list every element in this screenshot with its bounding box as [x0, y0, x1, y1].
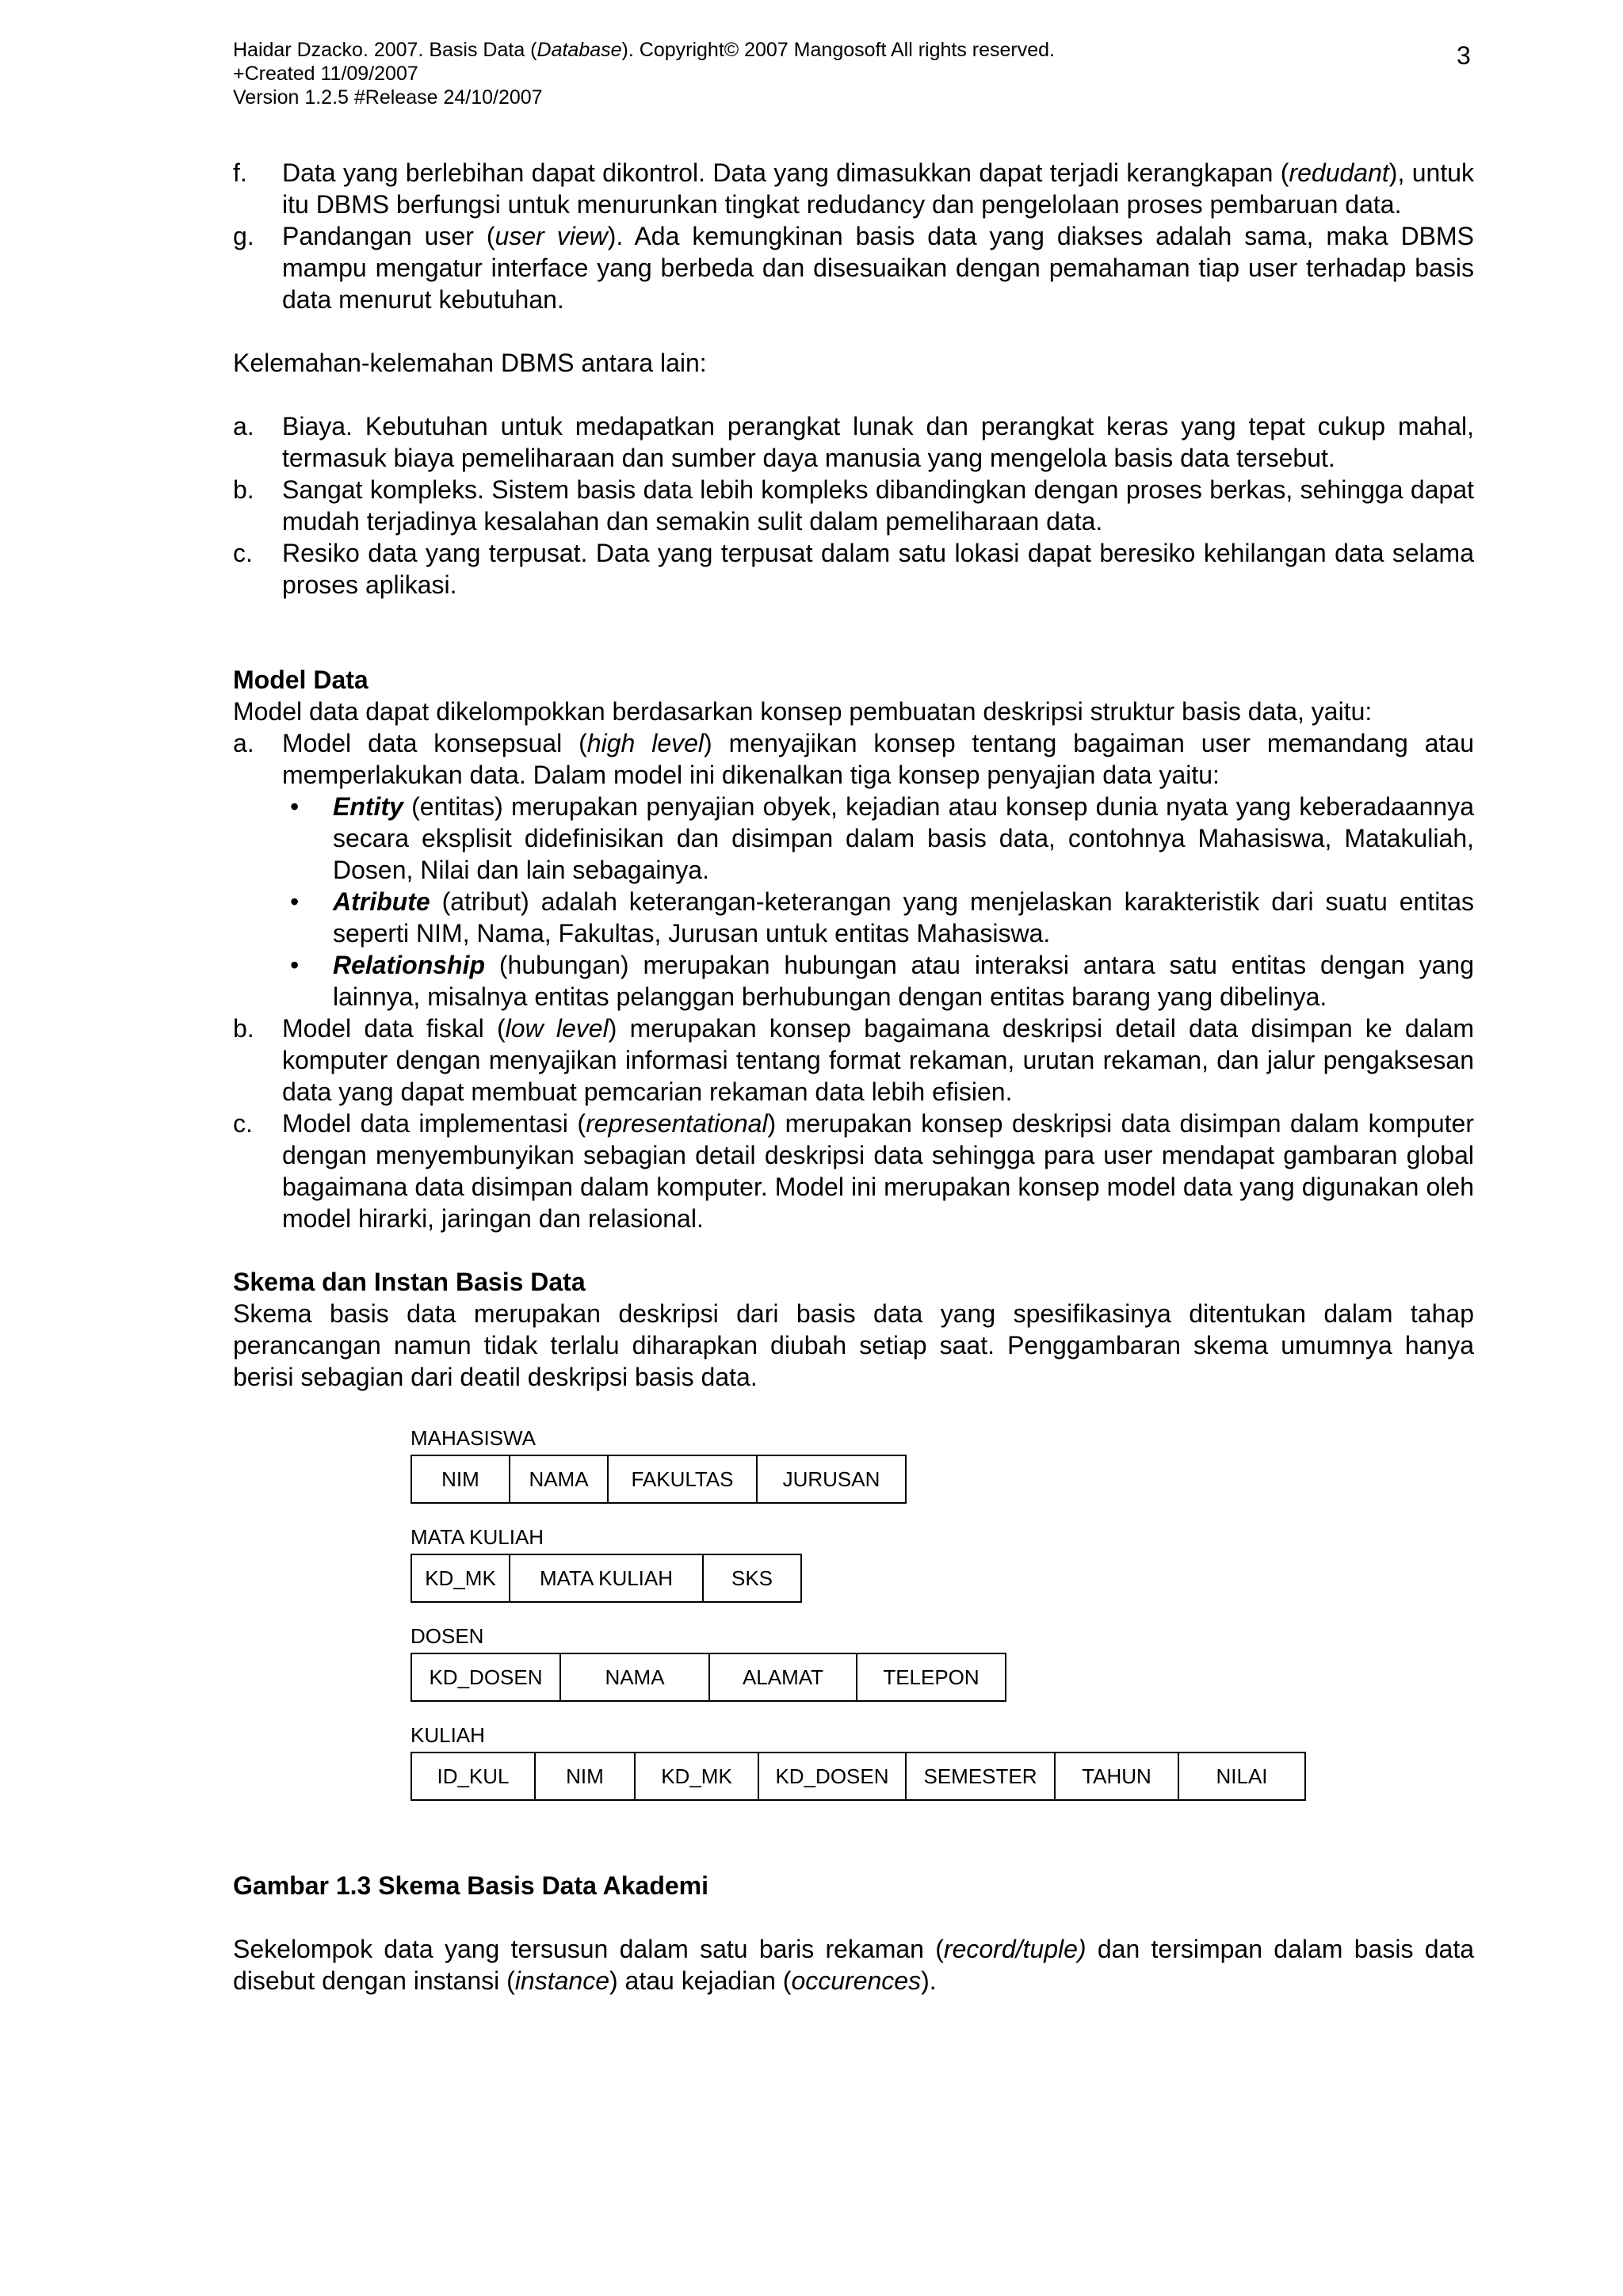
list-item: f. Data yang berlebihan dapat dikontrol. Data yang dimasukkan dapat terjadi kerangkapan (redudant), untuk itu DBMS berfungsi untuk menurunkan tingkat redudancy dan pengelolaan proses pembaruan data.: [233, 158, 1475, 219]
model-data-list-continued: [233, 1013, 1474, 1234]
table-row: [411, 1653, 1006, 1702]
figure-caption: Gambar 1.3 Skema Basis Data Akademi: [233, 1871, 709, 1900]
bullet-item: • Relationship (hubungan) merupakan hubungan atau interaksi antara satu entitas dengan yang lainnya, misalnya entitas pelanggan berhubungan dengan entitas barang yang dibelinya.: [290, 951, 1474, 1011]
table-cell: JURUSAN: [782, 1467, 880, 1491]
list-item: c. Model data implementasi (representational) merupakan konsep deskripsi data disimpan dalam komputer dengan menyembunyikan sebagian detail deskripsi data sehingga para user mendapat gambaran global bagaimana data disimpan dalam komputer. Model ini merupakan konsep model data yang digunakan oleh model hirarki, jaringan dan relasional.: [233, 1109, 1475, 1233]
bullet-icon: •: [290, 887, 300, 916]
table-cell: ALAMAT: [710, 1654, 857, 1700]
schema-table-dosen: [411, 1624, 1006, 1702]
bullet-icon: •: [290, 951, 300, 979]
list-item: a. Biaya. Kebutuhan untuk medapatkan perangkat lunak dan perangkat keras yang tepat cukup mahal, termasuk biaya pemeliharaan dan sumber daya manusia yang mengelola basis data tersebut.: [233, 412, 1474, 472]
list-item: b. Model data fiskal (low level) merupakan konsep bagaimana deskripsi detail data disimpan ke dalam komputer dengan menyajikan informasi tentang format rekaman, urutan rekaman, dan jalur pengaksesan data yang dapat membuat pemcarian rekaman data lebih efisien.: [233, 1014, 1475, 1106]
schema-table-kuliah: [411, 1723, 1306, 1801]
table-cell: TAHUN: [1056, 1753, 1179, 1799]
table-cell: MATA KULIAH: [510, 1555, 704, 1601]
table-cell: FAKULTAS: [609, 1456, 758, 1502]
bullet-item: • Atribute (atribut) adalah keterangan-keterangan yang menjelaskan karakteristik dari suatu entitas seperti NIM, Nama, Fakultas, Jurusan untuk entitas Mahasiswa.: [290, 887, 1474, 948]
bullet-item: • Entity (entitas) merupakan penyajian obyek, kejadian atau konsep dunia nyata yang keberadaannya secara eksplisit didefinisikan dan disimpan dalam basis data, contohnya Mahasiswa, Matakuliah, Dosen, Nilai dan lain sebagainya.: [290, 792, 1474, 884]
table-cell: SEMESTER: [907, 1753, 1056, 1799]
table-cell: TELEPON: [883, 1665, 980, 1689]
table-label: MAHASISWA: [411, 1426, 536, 1450]
table-row: [411, 1752, 1306, 1801]
schema-table-mahasiswa: [411, 1426, 907, 1504]
schema-figure: [233, 1426, 1474, 1870]
list-item: b. Sangat kompleks. Sistem basis data lebih kompleks dibandingkan dengan proses berkas, sehingga dapat mudah terjadinya kesalahan dan semakin sulit dalam pemeliharaan data.: [233, 475, 1474, 536]
skema-heading: Skema dan Instan Basis Data: [233, 1268, 586, 1296]
skema-paragraph: Skema basis data merupakan deskripsi dari basis data yang spesifikasinya ditentukan dalam tahap perancangan namun tidak terlalu diharapkan diubah setiap saat. Penggambaran skema umumnya hanya berisi sebagian dari deatil deskripsi basis data.: [233, 1299, 1474, 1391]
table-label: DOSEN: [411, 1624, 484, 1648]
table-row: [411, 1554, 802, 1603]
table-cell: KD_MK: [412, 1555, 510, 1601]
model-data-list: [233, 727, 1474, 791]
bullet-icon: •: [290, 792, 300, 821]
table-cell: NILAI: [1216, 1764, 1268, 1788]
page-number: 3: [1457, 41, 1471, 70]
table-cell: NIM: [536, 1753, 636, 1799]
table-cell: SKS: [731, 1566, 773, 1590]
table-cell: NAMA: [561, 1654, 710, 1700]
table-label: MATA KULIAH: [411, 1525, 544, 1549]
table-cell: NAMA: [510, 1456, 609, 1502]
closing-paragraph: Sekelompok data yang tersusun dalam satu baris rekaman (record/tuple) dan tersimpan dalam basis data disebut dengan instansi (instance) atau kejadian (occurences).: [233, 1935, 1475, 1995]
page-header: [233, 38, 1469, 109]
model-data-heading: Model Data: [233, 666, 369, 694]
schema-table-mata-kuliah: [411, 1525, 802, 1603]
model-data-intro: Model data dapat dikelompokkan berdasarkan konsep pembuatan deskripsi struktur basis data, yaitu:: [233, 697, 1373, 726]
weakness-list: [233, 410, 1474, 601]
header-citation: Haidar Dzacko. 2007. Basis Data (Database). Copyright© 2007 Mangosoft All rights reserved.: [233, 39, 1056, 61]
table-cell: KD_DOSEN: [412, 1654, 561, 1700]
weakness-intro: Kelemahan-kelemahan DBMS antara lain:: [233, 349, 707, 377]
table-cell: KD_MK: [636, 1753, 759, 1799]
list-item: g. Pandangan user (user view). Ada kemungkinan basis data yang diakses adalah sama, maka DBMS mampu mengatur interface yang berbeda dan disesuaikan dengan pemahaman tiap user terhadap basis data menurut kebutuhan.: [233, 222, 1475, 314]
header-version: Version 1.2.5 #Release 24/10/2007: [233, 86, 543, 109]
advantages-list-continued: [233, 157, 1474, 315]
header-created: +Created 11/09/2007: [233, 63, 418, 85]
table-row: [411, 1455, 907, 1504]
table-cell: KD_DOSEN: [759, 1753, 907, 1799]
list-item: a. Model data konsepsual (high level) menyajikan konsep tentang bagaiman user memandang atau memperlakukan data. Dalam model ini dikenalkan tiga konsep penyajian data yaitu:: [233, 729, 1475, 789]
document-body: [233, 157, 1474, 1997]
table-label: KULIAH: [411, 1723, 485, 1747]
list-item: c. Resiko data yang terpusat. Data yang terpusat dalam satu lokasi dapat beresiko kehilangan data selama proses aplikasi.: [233, 539, 1474, 599]
concept-bullet-list: [233, 791, 1474, 1013]
table-cell: NIM: [412, 1456, 510, 1502]
table-cell: ID_KUL: [412, 1753, 536, 1799]
